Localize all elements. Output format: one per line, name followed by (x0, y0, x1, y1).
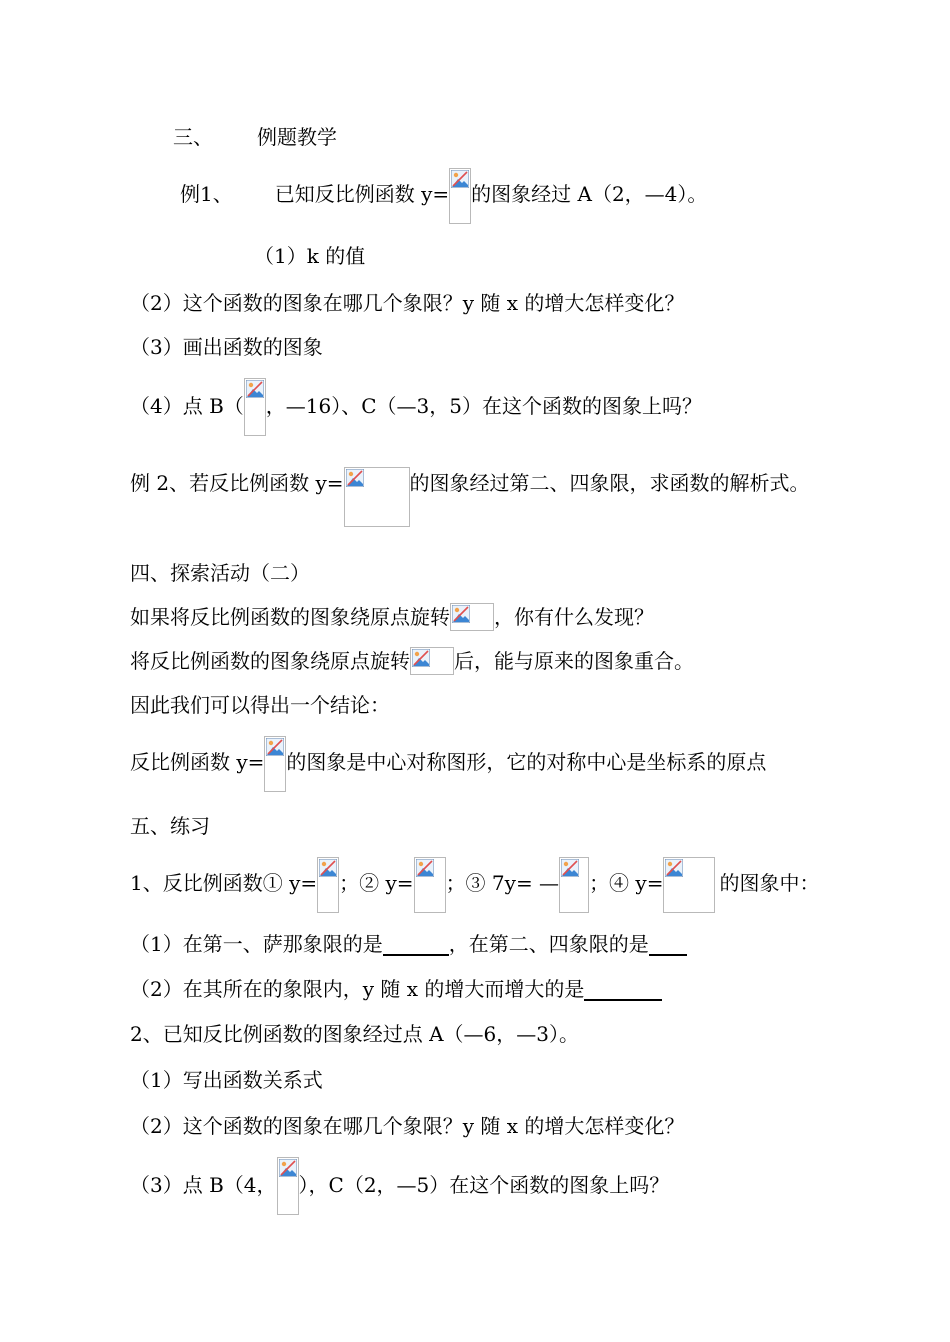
broken-image-icon (451, 170, 469, 188)
practice-1-q1-text-b: ，在第二、四象限的是 (448, 932, 649, 956)
section-4-line-4-pre: 反比例函数 y= (130, 750, 265, 774)
example-2-statement (130, 471, 810, 527)
example-1-label: 例1、 (180, 182, 233, 206)
formula-image-placeholder (449, 168, 471, 224)
formula-image-placeholder (663, 857, 715, 913)
practice-1-statement (130, 871, 819, 913)
formula-image-placeholder (277, 1157, 299, 1215)
practice-1-text-b: ；② y= (339, 871, 414, 895)
practice-2-q1: （1）写出函数关系式 (130, 1068, 323, 1092)
section-4-line-2-post: 后，能与原来的图象重合。 (454, 649, 694, 673)
formula-image-placeholder (410, 647, 454, 675)
broken-image-icon (346, 469, 364, 487)
section-3-title: 例题教学 (257, 125, 337, 149)
example-1-q2: （2）这个函数的图象在哪几个象限？y 随 x 的增大怎样变化？ (130, 291, 685, 315)
section-4-line-1-pre: 如果将反比例函数的图象绕原点旋转 (130, 605, 450, 629)
section-3-heading (173, 125, 337, 149)
answer-blank[interactable] (383, 932, 449, 956)
broken-image-icon (319, 859, 337, 877)
practice-1-q2 (130, 977, 662, 1001)
practice-2-q3-pre: （3）点 B（4， (130, 1173, 277, 1197)
answer-blank[interactable] (649, 932, 687, 956)
practice-1-text-e: 的图象中： (719, 871, 820, 895)
section-3-number: 三、 (173, 125, 213, 149)
broken-image-icon (266, 738, 284, 756)
practice-2-q3 (130, 1173, 669, 1215)
practice-2-q2: （2）这个函数的图象在哪几个象限？y 随 x 的增大怎样变化？ (130, 1114, 685, 1138)
formula-image-placeholder (317, 857, 339, 913)
broken-image-icon (561, 859, 579, 877)
practice-1-q2-text: （2）在其所在的象限内，y 随 x 的增大而增大的是 (130, 977, 585, 1001)
example-2-text-post: 的图象经过第二、四象限，求函数的解析式。 (409, 471, 810, 495)
formula-image-placeholder (450, 603, 494, 631)
section-4-line-1 (130, 605, 654, 631)
section-4-line-4 (130, 750, 766, 792)
broken-image-icon (416, 859, 434, 877)
broken-image-icon (246, 380, 264, 398)
broken-image-icon (412, 649, 430, 667)
example-1-q3: （3）画出函数的图象 (130, 335, 323, 359)
section-5-title: 五、练习 (130, 814, 210, 838)
section-4-line-1-post: ，你有什么发现？ (494, 605, 654, 629)
formula-image-placeholder (559, 857, 589, 913)
example-1-text-post: 的图象经过 A（2，—4）。 (471, 182, 708, 206)
example-1-text-pre: 已知反比例函数 y= (274, 182, 450, 206)
broken-image-icon (452, 605, 470, 623)
section-4-title: 四、探索活动（二） (130, 561, 310, 585)
example-1-statement (180, 182, 707, 224)
practice-1-text-c: ；③ 7y= — (445, 871, 560, 895)
formula-image-placeholder (414, 857, 446, 913)
section-4-line-3: 因此我们可以得出一个结论： (130, 693, 390, 717)
example-1-q4 (130, 394, 702, 436)
section-4-line-4-post: 的图象是中心对称图形，它的对称中心是坐标系的原点 (286, 750, 767, 774)
formula-image-placeholder (344, 467, 410, 527)
practice-1-q1-text-a: （1）在第一、萨那象限的是 (130, 932, 383, 956)
formula-image-placeholder (244, 378, 266, 436)
formula-image-placeholder (264, 736, 286, 792)
section-4-line-2-pre: 将反比例函数的图象绕原点旋转 (130, 649, 410, 673)
practice-1-q1 (130, 932, 687, 956)
answer-blank[interactable] (584, 977, 662, 1001)
practice-2-statement: 2、已知反比例函数的图象经过点 A（—6，—3）。 (130, 1022, 579, 1046)
broken-image-icon (279, 1159, 297, 1177)
example-1-q4-pre: （4）点 B（ (130, 394, 244, 418)
practice-2-q3-post: ），C（2，—5）在这个函数的图象上吗？ (298, 1173, 670, 1197)
example-1-q1: （1）k 的值 (254, 244, 366, 268)
example-2-text-pre: 例 2、若反比例函数 y= (130, 471, 344, 495)
practice-1-text-d: ；④ y= (589, 871, 664, 895)
broken-image-icon (665, 859, 683, 877)
practice-1-text-a: 1、反比例函数① y= (130, 871, 318, 895)
section-4-line-2 (130, 649, 694, 675)
example-1-q4-post: ，—16）、C（—3，5）在这个函数的图象上吗？ (265, 394, 702, 418)
